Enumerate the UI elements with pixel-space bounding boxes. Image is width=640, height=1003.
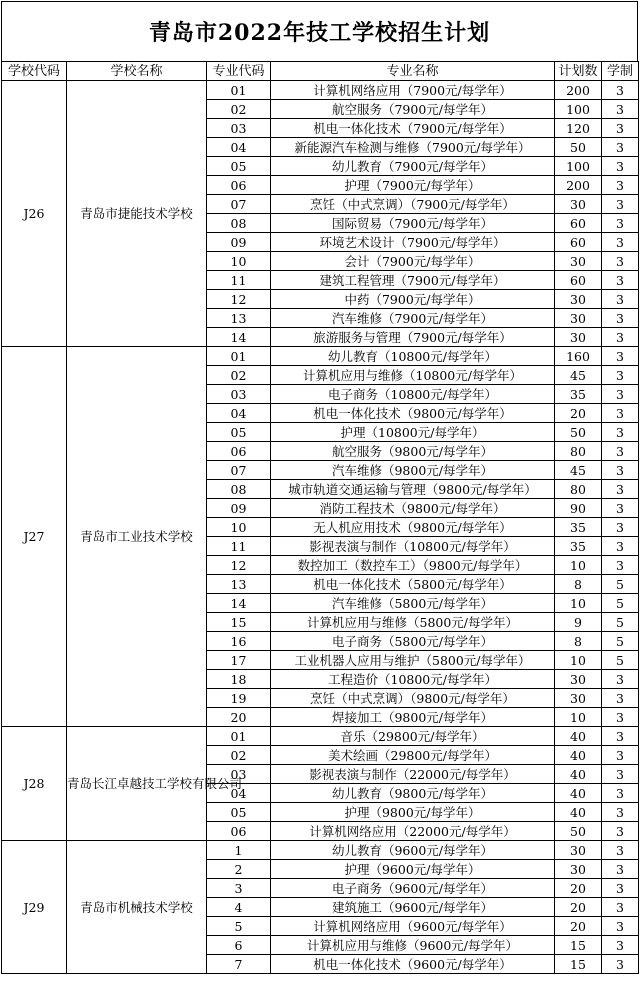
major-name-cell: 中药（7900元/每学年） <box>271 290 555 309</box>
major-code-cell: 02 <box>207 366 271 385</box>
years-cell: 5 <box>602 651 639 670</box>
major-name-cell: 计算机网络应用（9600元/每学年） <box>271 917 555 936</box>
years-cell: 3 <box>602 81 639 100</box>
major-name-cell: 汽车维修（7900元/每学年） <box>271 309 555 328</box>
major-name-cell: 新能源汽车检测与维修（7900元/每学年） <box>271 138 555 157</box>
major-name-cell: 会计（7900元/每学年） <box>271 252 555 271</box>
major-code-cell: 09 <box>207 499 271 518</box>
plan-count-cell: 30 <box>555 328 602 347</box>
major-name-cell: 建筑施工（9600元/每学年） <box>271 898 555 917</box>
major-code-cell: 13 <box>207 309 271 328</box>
plan-count-cell: 15 <box>555 936 602 955</box>
plan-count-cell: 60 <box>555 214 602 233</box>
major-name-cell: 美术绘画（29800元/每学年） <box>271 746 555 765</box>
major-name-cell: 消防工程技术（9800元/每学年） <box>271 499 555 518</box>
school-code-cell: J28 <box>2 727 67 841</box>
plan-count-cell: 8 <box>555 575 602 594</box>
major-name-cell: 无人机应用技术（9800元/每学年） <box>271 518 555 537</box>
major-name-cell: 烹饪（中式烹调）（7900元/每学年） <box>271 195 555 214</box>
major-name-cell: 环境艺术设计（7900元/每学年） <box>271 233 555 252</box>
plan-count-cell: 50 <box>555 423 602 442</box>
major-code-cell: 07 <box>207 195 271 214</box>
major-name-cell: 计算机应用与维修（9600元/每学年） <box>271 936 555 955</box>
plan-count-cell: 40 <box>555 727 602 746</box>
major-name-cell: 影视表演与制作（10800元/每学年） <box>271 537 555 556</box>
years-cell: 3 <box>602 860 639 879</box>
header-major-name: 专业名称 <box>271 62 555 81</box>
years-cell: 3 <box>602 176 639 195</box>
major-name-cell: 计算机网络应用（7900元/每学年） <box>271 81 555 100</box>
major-name-cell: 幼儿教育（7900元/每学年） <box>271 157 555 176</box>
table-row <box>2 841 639 860</box>
major-code-cell: 03 <box>207 119 271 138</box>
years-cell: 3 <box>602 841 639 860</box>
plan-count-cell: 20 <box>555 879 602 898</box>
major-code-cell: 2 <box>207 860 271 879</box>
major-code-cell: 05 <box>207 803 271 822</box>
major-code-cell: 05 <box>207 423 271 442</box>
plan-count-cell: 120 <box>555 119 602 138</box>
plan-count-cell: 10 <box>555 556 602 575</box>
plan-count-cell: 8 <box>555 632 602 651</box>
plan-count-cell: 80 <box>555 442 602 461</box>
major-code-cell: 10 <box>207 252 271 271</box>
major-name-cell: 航空服务（9800元/每学年） <box>271 442 555 461</box>
years-cell: 3 <box>602 670 639 689</box>
school-name-cell: 青岛市工业技术学校 <box>67 347 207 727</box>
major-code-cell: 17 <box>207 651 271 670</box>
major-name-cell: 机电一体化技术（9600元/每学年） <box>271 955 555 974</box>
plan-count-cell: 30 <box>555 195 602 214</box>
major-code-cell: 01 <box>207 727 271 746</box>
plan-count-cell: 90 <box>555 499 602 518</box>
years-cell: 3 <box>602 404 639 423</box>
plan-count-cell: 30 <box>555 670 602 689</box>
years-cell: 3 <box>602 727 639 746</box>
enrollment-plan-table <box>1 61 639 974</box>
major-name-cell: 电子商务（9600元/每学年） <box>271 879 555 898</box>
major-code-cell: 4 <box>207 898 271 917</box>
plan-count-cell: 100 <box>555 157 602 176</box>
plan-count-cell: 45 <box>555 461 602 480</box>
major-name-cell: 电子商务（5800元/每学年） <box>271 632 555 651</box>
header-years: 学制 <box>602 62 639 81</box>
years-cell: 3 <box>602 385 639 404</box>
plan-count-cell: 30 <box>555 252 602 271</box>
plan-count-cell: 30 <box>555 841 602 860</box>
major-name-cell: 计算机应用与维修（10800元/每学年） <box>271 366 555 385</box>
major-code-cell: 05 <box>207 157 271 176</box>
major-name-cell: 计算机应用与维修（5800元/每学年） <box>271 613 555 632</box>
major-code-cell: 03 <box>207 385 271 404</box>
years-cell: 3 <box>602 917 639 936</box>
plan-count-cell: 30 <box>555 689 602 708</box>
major-code-cell: 08 <box>207 214 271 233</box>
plan-count-cell: 20 <box>555 898 602 917</box>
years-cell: 3 <box>602 518 639 537</box>
page-title: 青岛市2022年技工学校招生计划 <box>1 1 638 61</box>
years-cell: 3 <box>602 955 639 974</box>
years-cell: 5 <box>602 613 639 632</box>
major-code-cell: 7 <box>207 955 271 974</box>
plan-count-cell: 35 <box>555 537 602 556</box>
major-code-cell: 02 <box>207 746 271 765</box>
years-cell: 3 <box>602 271 639 290</box>
major-code-cell: 6 <box>207 936 271 955</box>
major-code-cell: 5 <box>207 917 271 936</box>
major-code-cell: 01 <box>207 347 271 366</box>
plan-count-cell: 15 <box>555 955 602 974</box>
major-code-cell: 01 <box>207 81 271 100</box>
major-name-cell: 旅游服务与管理（7900元/每学年） <box>271 328 555 347</box>
major-name-cell: 机电一体化技术（5800元/每学年） <box>271 575 555 594</box>
years-cell: 3 <box>602 100 639 119</box>
header-plan-count: 计划数 <box>555 62 602 81</box>
major-name-cell: 音乐（29800元/每学年） <box>271 727 555 746</box>
plan-count-cell: 35 <box>555 518 602 537</box>
major-code-cell: 16 <box>207 632 271 651</box>
plan-count-cell: 100 <box>555 100 602 119</box>
plan-count-cell: 50 <box>555 138 602 157</box>
major-name-cell: 汽车维修（9800元/每学年） <box>271 461 555 480</box>
years-cell: 3 <box>602 366 639 385</box>
years-cell: 3 <box>602 347 639 366</box>
major-code-cell: 08 <box>207 480 271 499</box>
major-code-cell: 15 <box>207 613 271 632</box>
school-name-cell: 青岛市捷能技术学校 <box>67 81 207 347</box>
header-school-code: 学校代码 <box>2 62 67 81</box>
major-name-cell: 工程造价（10800元/每学年） <box>271 670 555 689</box>
plan-count-cell: 200 <box>555 81 602 100</box>
major-name-cell: 数控加工（数控车工）（9800元/每学年） <box>271 556 555 575</box>
years-cell: 3 <box>602 803 639 822</box>
years-cell: 3 <box>602 423 639 442</box>
school-code-cell: J27 <box>2 347 67 727</box>
plan-count-cell: 10 <box>555 708 602 727</box>
major-name-cell: 工业机器人应用与维护（5800元/每学年） <box>271 651 555 670</box>
years-cell: 5 <box>602 632 639 651</box>
major-name-cell: 烹饪（中式烹调）（9800元/每学年） <box>271 689 555 708</box>
plan-count-cell: 10 <box>555 651 602 670</box>
years-cell: 3 <box>602 936 639 955</box>
years-cell: 3 <box>602 765 639 784</box>
header-row <box>2 62 639 81</box>
plan-count-cell: 9 <box>555 613 602 632</box>
plan-count-cell: 200 <box>555 176 602 195</box>
major-name-cell: 机电一体化技术（9800元/每学年） <box>271 404 555 423</box>
years-cell: 3 <box>602 195 639 214</box>
years-cell: 3 <box>602 784 639 803</box>
major-name-cell: 电子商务（10800元/每学年） <box>271 385 555 404</box>
major-name-cell: 机电一体化技术（7900元/每学年） <box>271 119 555 138</box>
years-cell: 3 <box>602 537 639 556</box>
plan-count-cell: 60 <box>555 271 602 290</box>
plan-count-cell: 60 <box>555 233 602 252</box>
major-code-cell: 03 <box>207 765 271 784</box>
table-row <box>2 347 639 366</box>
years-cell: 3 <box>602 233 639 252</box>
years-cell: 3 <box>602 499 639 518</box>
major-code-cell: 12 <box>207 290 271 309</box>
major-name-cell: 幼儿教育（9800元/每学年） <box>271 784 555 803</box>
plan-count-cell: 40 <box>555 765 602 784</box>
years-cell: 3 <box>602 822 639 841</box>
plan-count-cell: 80 <box>555 480 602 499</box>
plan-count-cell: 30 <box>555 309 602 328</box>
table-row <box>2 81 639 100</box>
major-name-cell: 焊接加工（9800元/每学年） <box>271 708 555 727</box>
plan-count-cell: 40 <box>555 784 602 803</box>
years-cell: 3 <box>602 309 639 328</box>
major-name-cell: 航空服务（7900元/每学年） <box>271 100 555 119</box>
major-name-cell: 建筑工程管理（7900元/每学年） <box>271 271 555 290</box>
school-code-cell: J29 <box>2 841 67 974</box>
header-major-code: 专业代码 <box>207 62 271 81</box>
years-cell: 5 <box>602 575 639 594</box>
school-code-cell: J26 <box>2 81 67 347</box>
major-name-cell: 护理（7900元/每学年） <box>271 176 555 195</box>
plan-count-cell: 40 <box>555 803 602 822</box>
major-name-cell: 汽车维修（5800元/每学年） <box>271 594 555 613</box>
years-cell: 3 <box>602 290 639 309</box>
years-cell: 3 <box>602 556 639 575</box>
major-name-cell: 护理（10800元/每学年） <box>271 423 555 442</box>
major-code-cell: 11 <box>207 537 271 556</box>
major-name-cell: 计算机网络应用（22000元/每学年） <box>271 822 555 841</box>
years-cell: 3 <box>602 214 639 233</box>
years-cell: 3 <box>602 898 639 917</box>
plan-count-cell: 160 <box>555 347 602 366</box>
plan-count-cell: 30 <box>555 290 602 309</box>
major-code-cell: 04 <box>207 784 271 803</box>
plan-count-cell: 20 <box>555 917 602 936</box>
years-cell: 3 <box>602 138 639 157</box>
table-row <box>2 727 639 746</box>
school-name-cell: 青岛长江卓越技工学校有限公司 <box>67 727 207 841</box>
years-cell: 3 <box>602 157 639 176</box>
years-cell: 3 <box>602 328 639 347</box>
major-code-cell: 13 <box>207 575 271 594</box>
major-code-cell: 06 <box>207 822 271 841</box>
years-cell: 3 <box>602 119 639 138</box>
years-cell: 3 <box>602 746 639 765</box>
major-code-cell: 06 <box>207 176 271 195</box>
years-cell: 3 <box>602 480 639 499</box>
major-name-cell: 城市轨道交通运输与管理（9800元/每学年） <box>271 480 555 499</box>
major-code-cell: 12 <box>207 556 271 575</box>
major-name-cell: 影视表演与制作（22000元/每学年） <box>271 765 555 784</box>
major-code-cell: 04 <box>207 404 271 423</box>
major-code-cell: 04 <box>207 138 271 157</box>
major-name-cell: 护理（9800元/每学年） <box>271 803 555 822</box>
major-code-cell: 19 <box>207 689 271 708</box>
plan-count-cell: 45 <box>555 366 602 385</box>
plan-count-cell: 20 <box>555 404 602 423</box>
major-code-cell: 3 <box>207 879 271 898</box>
plan-count-cell: 10 <box>555 594 602 613</box>
years-cell: 5 <box>602 594 639 613</box>
major-code-cell: 1 <box>207 841 271 860</box>
major-code-cell: 10 <box>207 518 271 537</box>
major-code-cell: 14 <box>207 594 271 613</box>
plan-count-cell: 35 <box>555 385 602 404</box>
years-cell: 3 <box>602 689 639 708</box>
major-code-cell: 20 <box>207 708 271 727</box>
plan-count-cell: 40 <box>555 746 602 765</box>
years-cell: 3 <box>602 442 639 461</box>
years-cell: 3 <box>602 461 639 480</box>
school-name-cell: 青岛市机械技术学校 <box>67 841 207 974</box>
plan-count-cell: 50 <box>555 822 602 841</box>
major-code-cell: 02 <box>207 100 271 119</box>
header-school-name: 学校名称 <box>67 62 207 81</box>
years-cell: 3 <box>602 252 639 271</box>
major-code-cell: 11 <box>207 271 271 290</box>
major-name-cell: 国际贸易（7900元/每学年） <box>271 214 555 233</box>
years-cell: 3 <box>602 708 639 727</box>
plan-count-cell: 30 <box>555 860 602 879</box>
major-code-cell: 09 <box>207 233 271 252</box>
major-name-cell: 幼儿教育（9600元/每学年） <box>271 841 555 860</box>
major-code-cell: 18 <box>207 670 271 689</box>
years-cell: 3 <box>602 879 639 898</box>
major-name-cell: 幼儿教育（10800元/每学年） <box>271 347 555 366</box>
major-code-cell: 06 <box>207 442 271 461</box>
major-code-cell: 14 <box>207 328 271 347</box>
major-name-cell: 护理（9600元/每学年） <box>271 860 555 879</box>
major-code-cell: 07 <box>207 461 271 480</box>
